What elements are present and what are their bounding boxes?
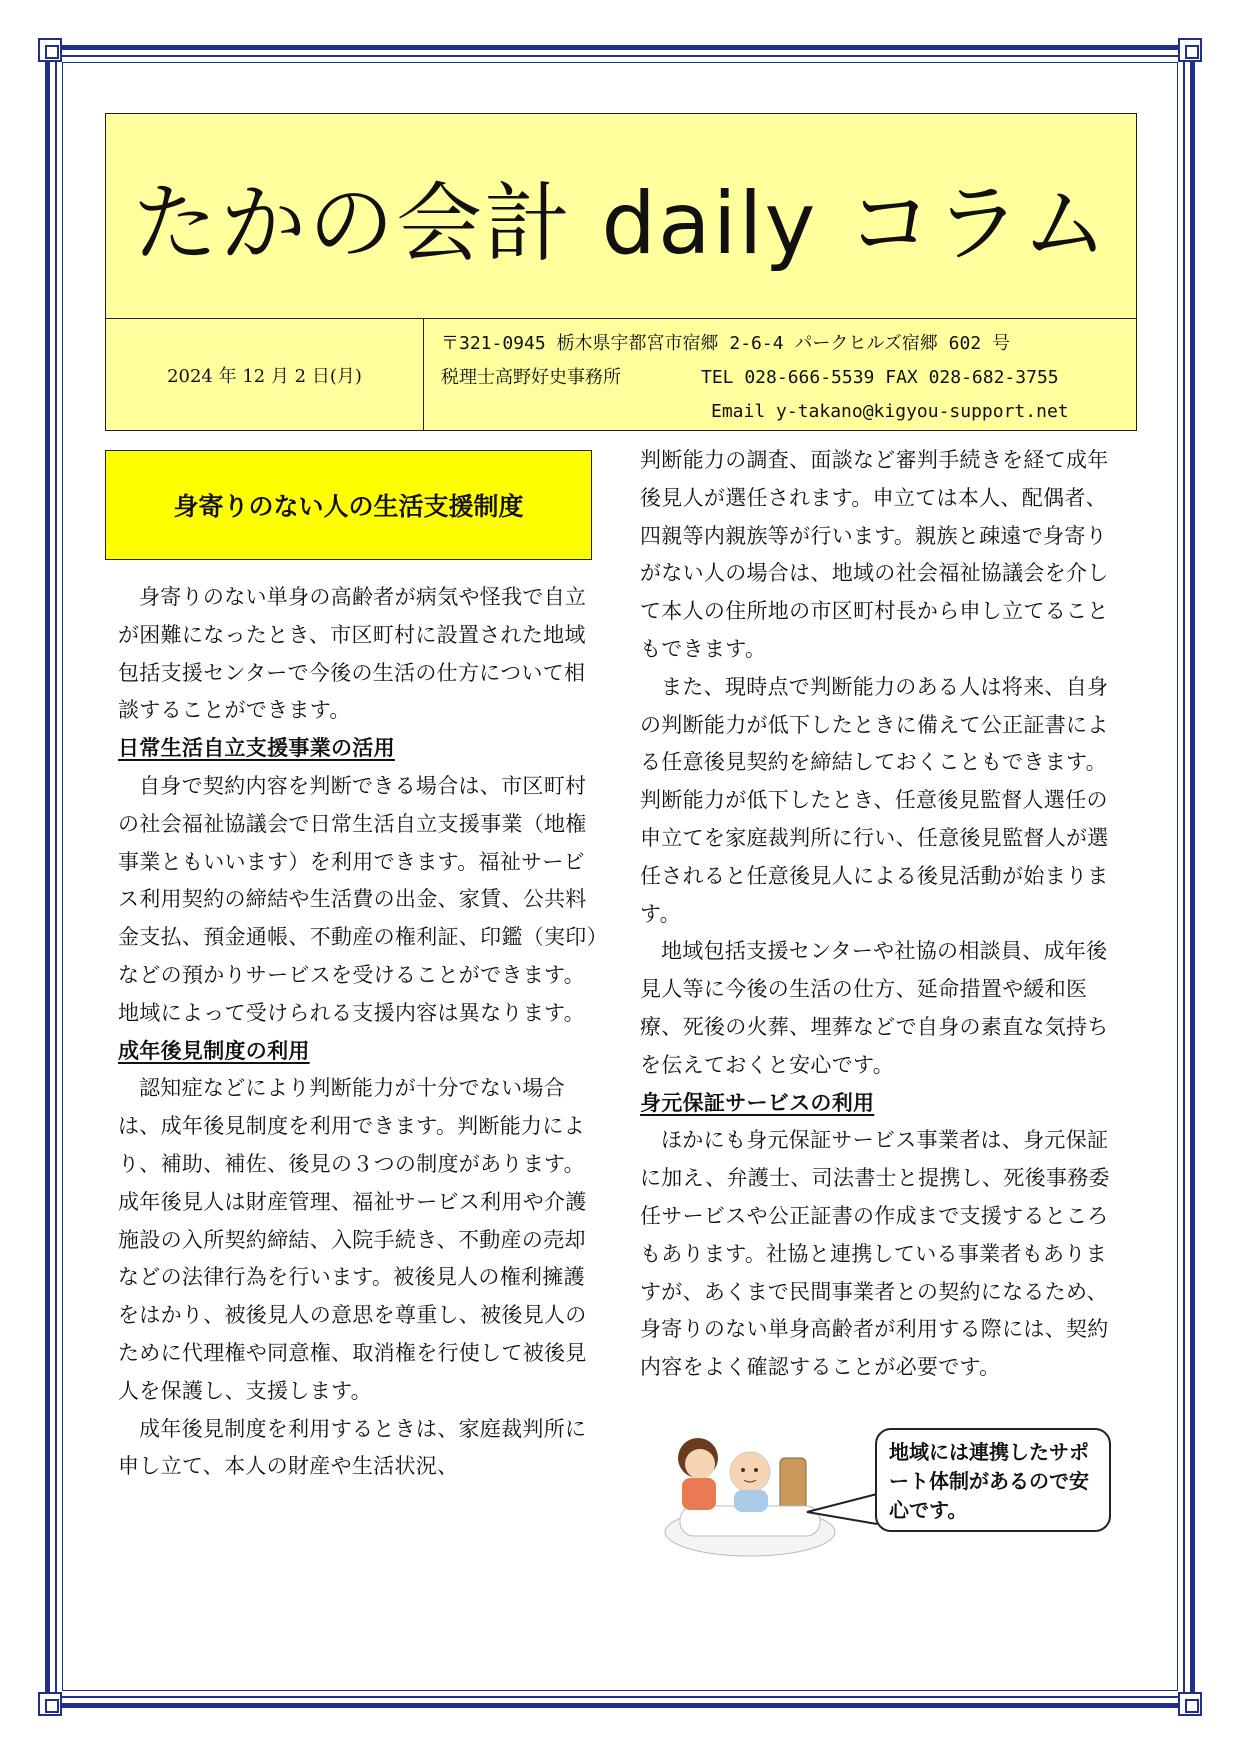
article-column-right [640,442,1124,1387]
office-phone-fax: TEL 028-666-5539 FAX 028-682-3755 [701,367,1059,388]
paragraph: 自身で契約内容を判断できる場合は、市区町村の社会福祉協議会で日常生活自立支援事業（地権事業ともいいます）を利用できます。福祉サービス利用契約の締結や生活費の出金、家賃、公共料金支払、預金通帳、不動産の権利証、印鑑（実印）などの預かりサービスを受けることができます。地域によって受けられる支援内容は異なります。 [118,773,598,1025]
speech-bubble-tail [805,1490,881,1530]
frame-corner-ornament [1178,38,1202,62]
section-heading: 成年後見制度の利用 [118,1038,310,1063]
article-column-left [118,579,598,1486]
office-name: 税理士高野好史事務所 [441,367,621,388]
office-email: Email y-takano@kigyou-support.net [711,401,1069,422]
paragraph: 地域包括支援センターや社協の相談員、成年後見人等に今後の生活の仕方、延命措置や緩和医療、死後の火葬、埋葬などで自身の素直な気持ちを伝えておくと安心です。 [640,939,1109,1077]
frame-corner-ornament [1178,1692,1202,1716]
paragraph: ほかにも身元保証サービス事業者は、身元保証に加え、弁護士、司法書士と提携し、死後事務委任サービスや公正証書の作成まで支援するところもあります。社協と連携している事業者もありますが、あくまで民間事業者との契約になるため、身寄りのない単身高齢者が利用する際には、契約内容をよく確認することが必要です。 [640,1128,1110,1380]
frame-corner-ornament [38,38,62,62]
section-heading: 身元保証サービスの利用 [640,1090,875,1115]
issue-date: 2024 年 12 月 2 日(月) [106,319,424,430]
masthead [105,113,1137,431]
office-name-row [441,361,1131,395]
paragraph: 成年後見制度を利用するときは、家庭裁判所に申し立て、本人の財産や生活状況、 [118,1416,587,1479]
office-address: 〒321-0945 栃木県宇都宮市宿郷 2-6-4 パークヒルズ宿郷 602 号 [441,333,1011,354]
speech-bubble: 地域には連携したサポート体制があるので安心です。 [875,1428,1111,1532]
paragraph: 認知症などにより判断能力が十分でない場合は、成年後見制度を利用できます。判断能力により、補助、補佐、後見の３つの制度があります。成年後見人は財産管理、福祉サービス利用や介護施設の入所契約締結、入院手続き、不動産の売却などの法律行為を行います。被後見人の権利擁護をはかり、被後見人の意思を尊重し、被後見人のために代理権や同意権、取消権を行使して被後見人を保護し、支援します。 [118,1076,587,1403]
office-contact-block [441,327,1131,429]
paragraph: 身寄りのない単身の高齢者が病気や怪我で自立が困難になったとき、市区町村に設置された地域包括支援センターで今後の生活の仕方について相談することができます。 [118,585,587,723]
section-heading: 日常生活自立支援事業の活用 [118,736,395,761]
newsletter-title: たかの会計 daily コラム [106,114,1136,319]
paragraph: また、現時点で判断能力のある人は将来、自身の判断能力が低下したときに備えて公正証書による任意後見契約を締結しておくこともできます。判断能力が低下したとき、任意後見監督人選任の申立てを家庭裁判所に行い、任意後見監督人が選任されると任意後見人による後見活動が始まります。 [640,674,1109,926]
frame-corner-ornament [38,1692,62,1716]
paragraph: 判断能力の調査、面談など審判手続きを経て成年後見人が選任されます。申立ては本人、配偶者、四親等内親族等が行います。親族と疎遠で身寄りがない人の場合は、地域の社会福祉協議会を介して本人の住所地の市区町村長から申し立てることもできます。 [640,448,1109,661]
article-headline: 身寄りのない人の生活支援制度 [105,450,592,560]
